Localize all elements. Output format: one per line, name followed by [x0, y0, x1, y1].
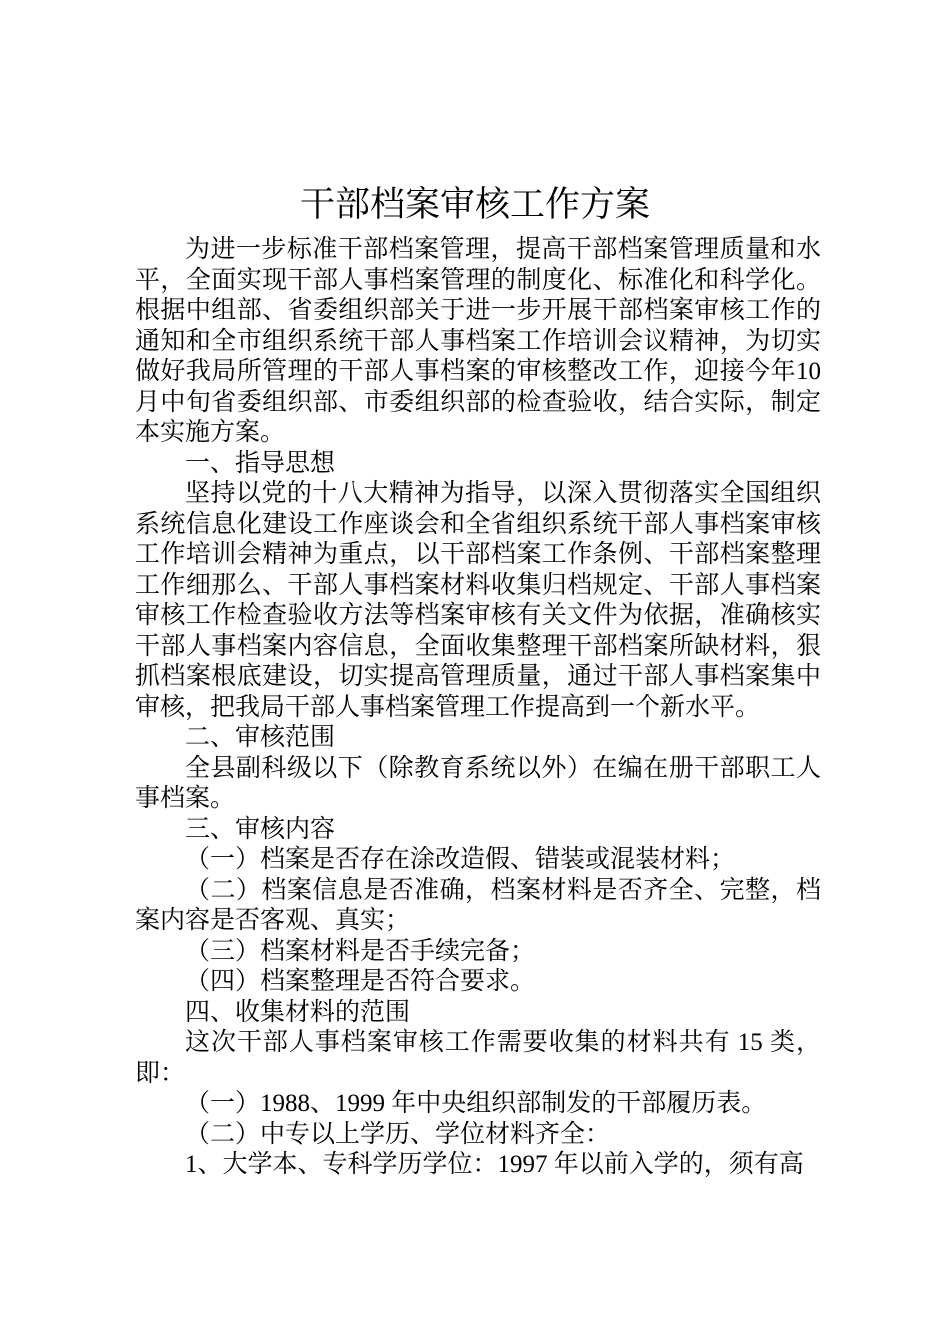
paragraph [135, 845, 821, 876]
paragraph-line: 做好我局所管理的干部人事档案的审核整改工作，迎接今年10 [135, 358, 821, 385]
paragraph [135, 967, 821, 998]
paragraph [135, 754, 821, 815]
paragraph-line: 即： [135, 1059, 186, 1087]
paragraph [135, 449, 821, 480]
paragraph [135, 1028, 821, 1089]
paragraph [135, 479, 821, 723]
paragraph-line: 系统信息化建设工作座谈会和全省组织系统干部人事档案审核 [135, 510, 821, 538]
paragraph-line: 审核工作检查验收方法等档案审核有关文件为依据，准确核实 [135, 602, 821, 629]
paragraph [135, 937, 821, 968]
paragraph-line: （二）中专以上学历、学位材料齐全： [185, 1120, 611, 1148]
paragraph-line: 平，全面实现干部人事档案管理的制度化、标准化和科学化。 [135, 266, 821, 294]
paragraph-line: 坚持以党的十八大精神为指导，以深入贯彻落实全国组织 [185, 480, 821, 507]
paragraph-line: （四）档案整理是否符合要求。 [185, 968, 536, 995]
paragraph [135, 235, 821, 449]
paragraph-line: 干部人事档案内容信息，全面收集整理干部档案所缺材料，狠 [135, 632, 821, 660]
paragraph [135, 1120, 821, 1151]
paragraph [135, 1150, 821, 1181]
paragraph-line: 一、指导思想 [185, 449, 336, 477]
paragraph-line: 三、审核内容 [185, 815, 336, 843]
paragraph-line: （一）1988、1999 年中央组织部制发的干部履历表。 [185, 1090, 767, 1117]
paragraph-line: 案内容是否客观、真实； [135, 907, 411, 934]
paragraph-line: 根据中组部、省委组织部关于进一步开展干部档案审核工作的 [135, 297, 821, 324]
paragraph-line: 本实施方案。 [135, 419, 286, 446]
document-body [135, 235, 821, 1181]
paragraph [135, 723, 821, 754]
paragraph [135, 815, 821, 846]
paragraph [135, 998, 821, 1029]
paragraph-line: （一）档案是否存在涂改造假、错装或混装材料； [185, 846, 736, 873]
paragraph-line: 月中旬省委组织部、市委组织部的检查验收，结合实际，制定 [135, 388, 821, 416]
paragraph-line: 事档案。 [135, 785, 236, 812]
paragraph-line: 全县副科级以下（除教育系统以外）在编在册干部职工人 [185, 754, 821, 782]
paragraph-line: 二、审核范围 [185, 724, 336, 751]
paragraph-line: 抓档案根底建设，切实提高管理质量，通过干部人事档案集中 [135, 663, 821, 690]
paragraph-line: （二）档案信息是否准确，档案材料是否齐全、完整，档 [185, 876, 821, 904]
paragraph-line: 这次干部人事档案审核工作需要收集的材料共有 15 类， [185, 1029, 821, 1056]
paragraph-line: （三）档案材料是否手续完备； [185, 937, 536, 965]
paragraph-line: 1、大学本、专科学历学位：1997 年以前入学的，须有高 [185, 1151, 804, 1178]
paragraph-line: 审核，把我局干部人事档案管理工作提高到一个新水平。 [135, 693, 761, 721]
paragraph-line: 工作培训会精神为重点，以干部档案工作条例、干部档案整理 [135, 541, 821, 568]
paragraph [135, 876, 821, 937]
paragraph-line: 为进一步标准干部档案管理，提高干部档案管理质量和水 [185, 236, 821, 263]
paragraph-line: 工作细那么、干部人事档案材料收集归档规定、干部人事档案 [135, 571, 821, 599]
paragraph-line: 通知和全市组织系统干部人事档案工作培训会议精神，为切实 [135, 327, 821, 355]
document-title: 干部档案审核工作方案 [299, 185, 650, 224]
paragraph-line: 四、收集材料的范围 [185, 998, 411, 1026]
paragraph [135, 1089, 821, 1120]
